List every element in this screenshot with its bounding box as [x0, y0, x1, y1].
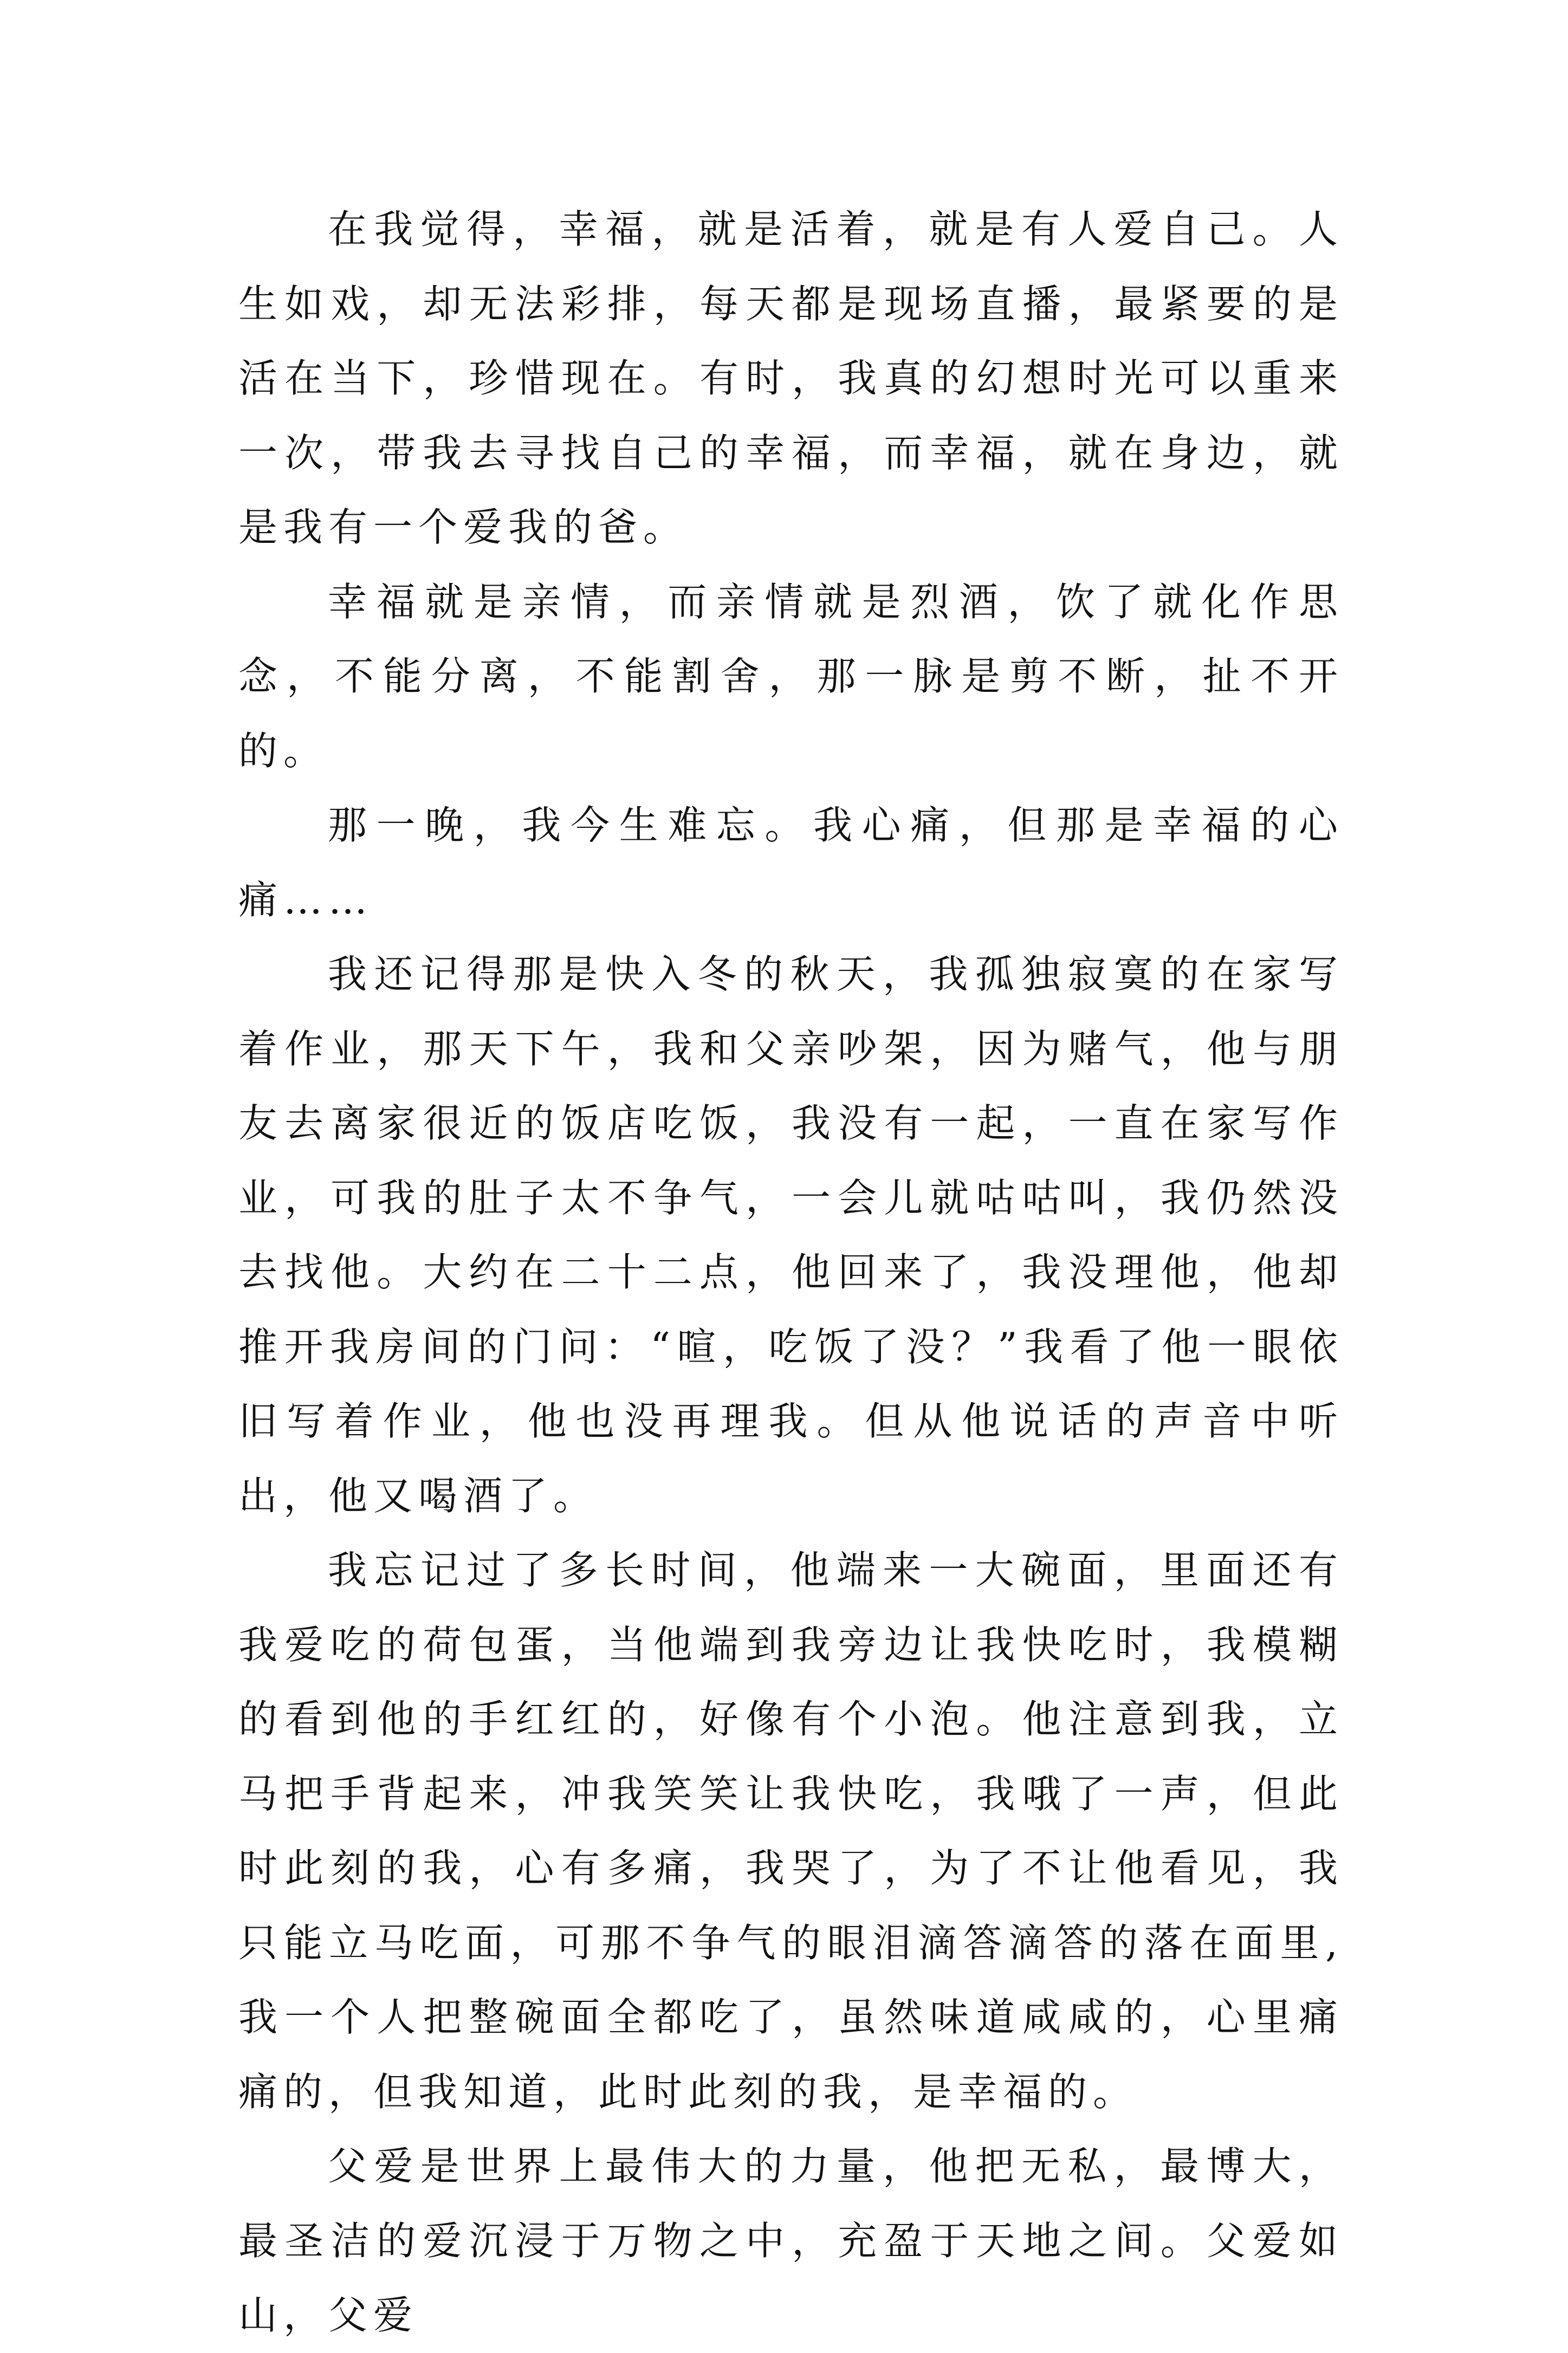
body-text: [238, 192, 1344, 2353]
paragraph-4: 我还记得那是快入冬的秋天，我孤独寂寞的在家写着作业，那天下午，我和父亲吵架，因为赌气，他与朋友去离家很近的饭店吃饭，我没有一起，一直在家写作业，可我的肚子太不争气，一会儿就咕咕叫，我仍然没去找他。大约在二十二点，他回来了，我没理他，他却推开我房间的门问：“暄，吃饭了没？”我看了他一眼依旧写着作业，他也没再理我。但从他说话的声音中听出，他又喝酒了。: [238, 951, 1344, 1519]
paragraph-6: 父爱是世界上最伟大的力量，他把无私，最博大，最圣洁的爱沉浸于万物之中，充盈于天地之间。父爱如山，父爱: [238, 2143, 1344, 2338]
paragraph-2: 幸福就是亲情，而亲情就是烈酒，饮了就化作思念，不能分离，不能割舍，那一脉是剪不断，扯不开的。: [238, 579, 1344, 774]
paragraph-5: 我忘记过了多长时间，他端来一大碗面，里面还有我爱吃的荷包蛋，当他端到我旁边让我快吃时，我模糊的看到他的手红红的，好像有个小泡。他注意到我，立马把手背起来，冲我笑笑让我快吃，我哦了一声，但此时此刻的我，心有多痛，我哭了，为了不让他看见，我只能立马吃面，可那不争气的眼泪滴答滴答的落在面里,我一个人把整碗面全都吃了，虽然味道咸咸的，心里痛痛的，但我知道，此时此刻的我，是幸福的。: [238, 1547, 1344, 2115]
paragraph-1: 在我觉得，幸福，就是活着，就是有人爱自己。人生如戏，却无法彩排，每天都是现场直播，最紧要的是活在当下，珍惜现在。有时，我真的幻想时光可以重来一次，带我去寻找自己的幸福，而幸福，就在身边，就是我有一个爱我的爸。: [238, 206, 1344, 550]
paragraph-3: 那一晚，我今生难忘。我心痛，但那是幸福的心痛……: [238, 802, 1344, 923]
